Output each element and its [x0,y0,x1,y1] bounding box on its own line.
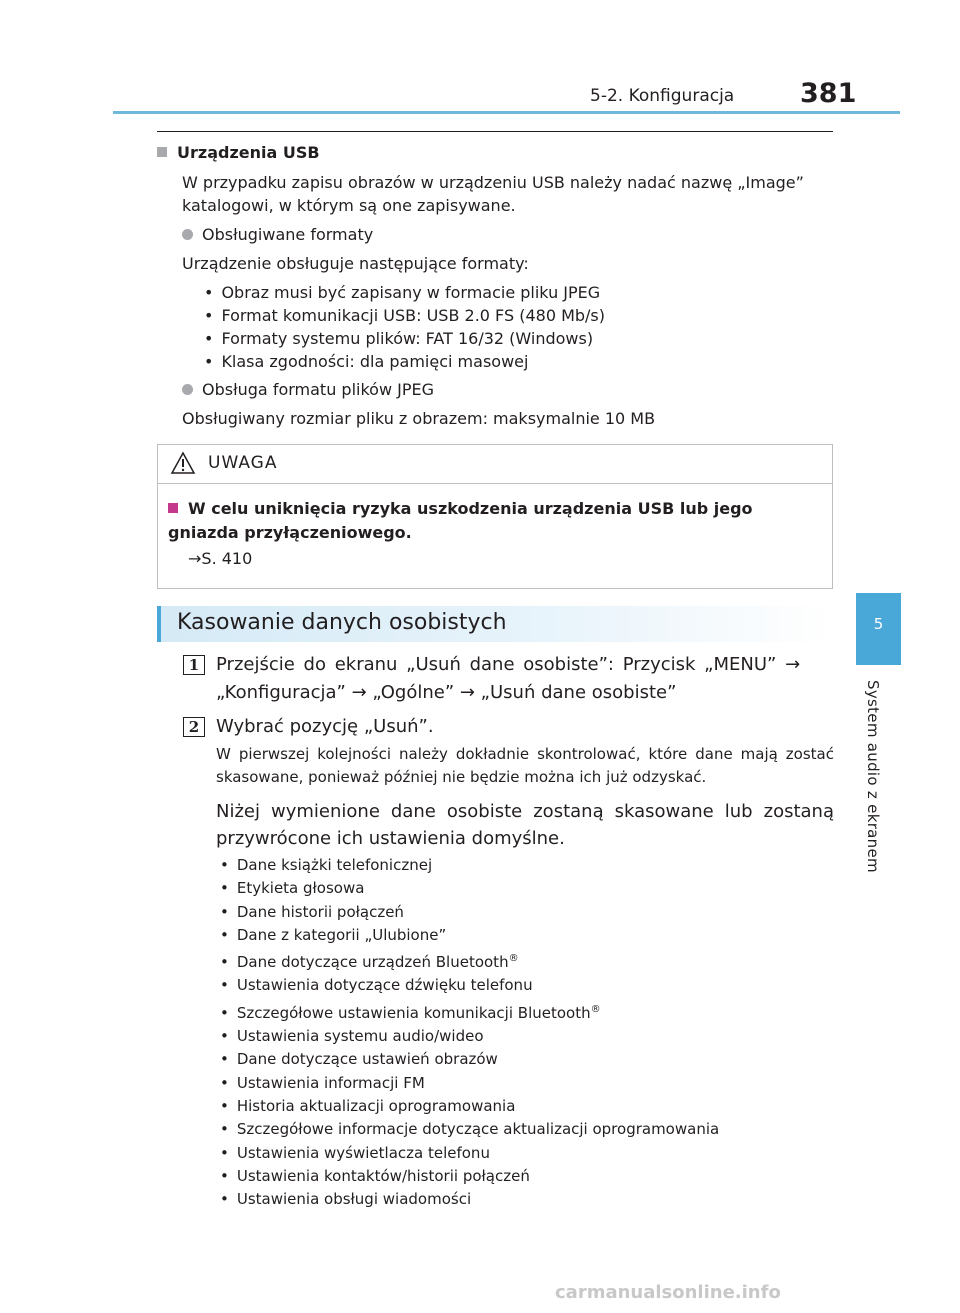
list-item: • Format komunikacji USB: USB 2.0 FS (480 Mb/s) [204,304,605,327]
formats-heading-row [182,224,373,246]
list-item: • Ustawienia kontaktów/historii połączeń [220,1165,719,1188]
list-item: • Ustawienia dotyczące dźwięku telefonu [220,974,719,997]
jpeg-heading-row [182,379,434,401]
chapter-title: System audio z ekranem [864,680,882,873]
header-rule [113,111,900,114]
jpeg-heading: Obsługa formatu plików JPEG [202,380,435,399]
note-paragraph: W pierwszej kolejności należy dokładnie skontrolować, które dane mają zostać skasowane, ponieważ później nie będzie można ich już odzyskać. [216,745,834,786]
page-number: 381 [800,78,857,109]
warning-triangle-icon [170,451,196,475]
list-item [220,998,719,1025]
list-item: • Dane historii połączeń [220,901,719,924]
list-item [220,947,719,974]
registered-mark: ® [590,1003,601,1015]
personal-data-list [220,854,719,1211]
section-heading-bar [157,606,833,642]
chapter-tab [856,593,901,665]
step-2-badge: 2 [183,717,205,737]
usb-heading: Urządzenia USB [177,143,320,162]
header-section-title: 5-2. Konfiguracja [590,86,735,106]
list-item: • Ustawienia obsługi wiadomości [220,1188,719,1211]
warning-title: UWAGA [208,453,278,473]
formats-heading: Obsługiwane formaty [202,225,374,244]
list-item: • Klasa zgodności: dla pamięci masowej [204,350,605,373]
formats-list [204,281,605,373]
content-top-rule [157,131,833,132]
list-item: • Ustawienia informacji FM [220,1072,719,1095]
jpeg-text: Obsługiwany rozmiar pliku z obrazem: maksymalnie 10 MB [182,409,656,428]
circle-bullet-icon [182,384,193,395]
list-intro-paragraph: Niżej wymienione dane osobiste zostaną skasowane lub zostaną przywrócone ich ustawienia domyślne. [216,801,834,849]
step-1-line2: „Konfiguracja” → „Ogólne” → „Usuń dane osobiste” [216,682,677,703]
list-item: • Dane z kategorii „Ulubione” [220,924,719,947]
list-item-text: Dane dotyczące urządzeń Bluetooth [236,953,509,972]
step-2-text: Wybrać pozycję „Usuń”. [216,716,434,737]
list-item: • Obraz musi być zapisany w formacie pliku JPEG [204,281,605,304]
list-item: • Szczegółowe informacje dotyczące aktualizacji oprogramowania [220,1118,719,1141]
list-item: • Dane książki telefonicznej [220,854,719,877]
warning-text: W celu uniknięcia ryzyka uszkodzenia urządzenia USB lub jego gniazda przyłączeniowego. [168,499,753,542]
list-item: • Ustawienia wyświetlacza telefonu [220,1142,719,1165]
warning-reference: →S. 410 [188,549,253,568]
circle-bullet-icon [182,229,193,240]
list-item: • Formaty systemu plików: FAT 16/32 (Windows) [204,327,605,350]
warning-box [157,444,833,589]
footer-watermark: carmanualsonline.info [555,1282,781,1303]
list-item: • Ustawienia systemu audio/wideo [220,1025,719,1048]
usb-heading-row [157,142,320,164]
chapter-number: 5 [873,615,884,633]
formats-intro: Urządzenie obsługuje następujące formaty: [182,254,529,273]
usb-intro-line2: katalogowi, w którym są one zapisywane. [182,196,516,215]
list-item-text: Szczegółowe ustawienia komunikacji Bluetooth [236,1003,591,1022]
list-item: • Historia aktualizacji oprogramowania [220,1095,719,1118]
square-bullet-icon [157,147,167,157]
square-bullet-icon [168,503,178,513]
list-item: • Dane dotyczące ustawień obrazów [220,1048,719,1071]
warning-text-row [168,497,818,545]
warning-header [158,445,832,484]
usb-intro-line1: W przypadku zapisu obrazów w urządzeniu USB należy nadać nazwę „Image” [182,173,804,192]
list-item: • Etykieta głosowa [220,877,719,900]
registered-mark: ® [508,953,519,965]
step-1-badge: 1 [183,655,205,675]
section-title: Kasowanie danych osobistych [177,610,507,635]
step-1-line1: Przejście do ekranu „Usuń dane osobiste”: Przycisk „MENU” → [216,654,801,675]
